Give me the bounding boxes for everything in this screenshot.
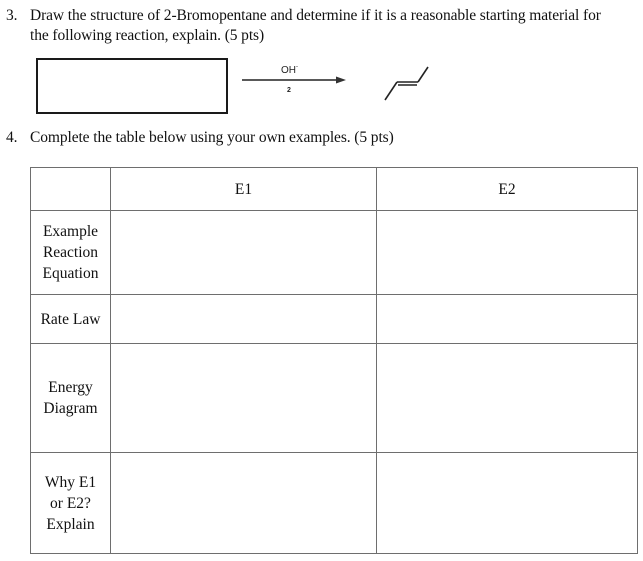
header-e2: E2 — [377, 168, 638, 211]
row-label-example-reaction-equation — [31, 211, 111, 295]
row-label-why-e1-or-e2 — [31, 453, 111, 554]
row-label-line: or E2? — [50, 494, 91, 512]
cell-e1-energy-diagram[interactable] — [111, 344, 377, 453]
header-e1: E1 — [111, 168, 377, 211]
reaction-arrow-icon — [242, 77, 346, 84]
row-label-energy-diagram — [31, 344, 111, 453]
table-row-rate-law — [31, 295, 638, 344]
row-label-line: Explain — [46, 515, 95, 533]
reaction-scheme — [0, 0, 643, 130]
question-4-number: 4. — [6, 129, 18, 146]
cell-e1-explanation[interactable] — [111, 453, 377, 554]
row-label-line: Energy — [48, 379, 93, 396]
e1-e2-comparison-table — [30, 167, 638, 554]
cell-e2-energy-diagram[interactable] — [377, 344, 638, 453]
cell-e2-rate-law[interactable] — [377, 295, 638, 344]
row-label-line: Equation — [42, 265, 99, 282]
row-label-line: Rate Law — [40, 310, 101, 328]
cell-e1-example-reaction[interactable] — [111, 211, 377, 295]
product-alkene-structure — [385, 67, 428, 100]
header-blank-cell — [31, 168, 111, 211]
row-label-line: Diagram — [43, 400, 98, 417]
question-3-number: 3. — [6, 7, 18, 24]
table-row-energy-diagram — [31, 344, 638, 453]
reagent-label: OH- — [281, 64, 298, 76]
table-row-why-e1-or-e2 — [31, 453, 638, 554]
question-4-text: Complete the table below using your own examples. (5 pts) — [30, 129, 394, 146]
table-header-row — [31, 168, 638, 211]
cell-e2-explanation[interactable] — [377, 453, 638, 554]
cell-e2-example-reaction[interactable] — [377, 211, 638, 295]
question-3-text-line1: Draw the structure of 2-Bromopentane and determine if it is a reasonable starting material for — [30, 7, 601, 24]
row-label-line: Reaction — [42, 244, 99, 261]
row-label-line: Why E1 — [44, 473, 97, 491]
row-label-rate-law — [31, 295, 111, 344]
table-row-example-reaction — [31, 211, 638, 295]
question-3-text-line2: the following reaction, explain. (5 pts) — [30, 27, 265, 44]
row-label-line: Example — [42, 223, 99, 240]
cell-e1-rate-law[interactable] — [111, 295, 377, 344]
below-arrow-label: 2 — [287, 87, 291, 94]
